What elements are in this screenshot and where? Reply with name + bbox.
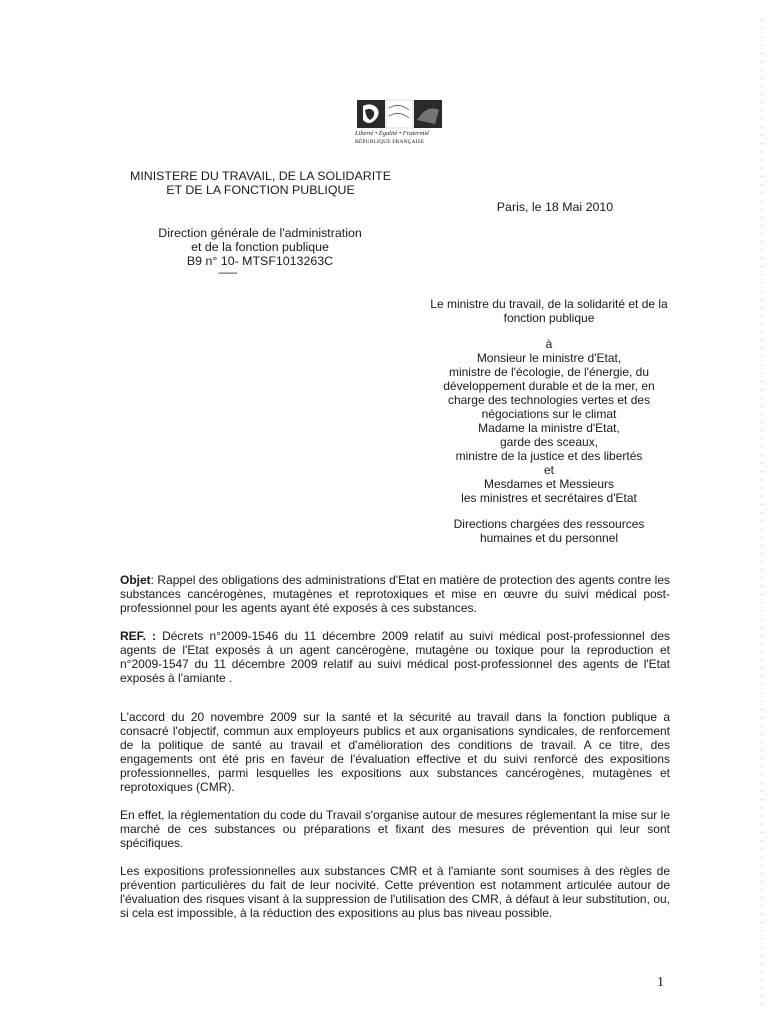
recipient-line: Monsieur le ministre d'Etat, xyxy=(476,351,622,365)
recipient-line: négociations sur le climat xyxy=(481,407,617,421)
recipient-line: et xyxy=(543,463,554,477)
direction-block xyxy=(140,226,380,268)
ministry-line-2: ET DE LA FONCTION PUBLIQUE xyxy=(166,183,355,197)
ref-label: REF. : xyxy=(120,629,157,643)
paragraph-text: L'accord du 20 novembre 2009 sur la santé et la sécurité au travail dans la fonction publique a consacré l'objectif, commun aux employeurs publics et aux organisations syndicales, de renforcement de la politique de santé au travail et d'amélioration des conditions de travail. A ce titre, des engagements ont été pris en faveur de l'évaluation effective et du suivi renforcé des expositions professionnelles, parmi lesquelles les expositions aux substances cancérogènes, mutagènes et reprotoxiques (CMR). xyxy=(120,710,670,794)
paragraph-text: Les expositions professionnelles aux substances CMR et à l'amiante sont soumises à des règles de prévention particulières du fait de leur nocivité. Cette prévention est notamment articulée autour de l'évaluation des risques visant à la suppression de l'utilisation des CMR, à défaut à leur substitution, ou, si cela est impossible, à la réduction des expositions au plus bas niveau possible. xyxy=(120,864,670,920)
ref-text: Décrets n°2009-1546 du 11 décembre 2009 relatif au suivi médical post-professionnel des agents de l'Etat exposés à un agent cancérogène, mutagène ou toxique pour la reproduction et n°2009-1547 du 11 décembre 2009 relatif au suivi médical post-professionnel des agents de l'Etat exposés à l'amiante . xyxy=(120,629,670,685)
direction-line-2: et de la fonction publique xyxy=(191,240,329,254)
ref-paragraph xyxy=(120,629,670,685)
directions-line: Directions chargées des ressources xyxy=(453,517,645,531)
sender-line: fonction publique xyxy=(503,311,595,325)
motto-text: Liberté • Égalité • Fraternité xyxy=(355,130,430,137)
sender-line: Le ministre du travail, de la solidarité et de la xyxy=(430,297,668,311)
objet-label: Objet xyxy=(120,573,151,587)
body-paragraph-1 xyxy=(120,710,670,794)
recipient-line: Mesdames et Messieurs xyxy=(483,477,615,491)
reference-number: B9 n° 10- MTSF1013263C xyxy=(186,254,334,268)
marianne-emblem-icon xyxy=(355,98,445,130)
recipient-line: Madame la ministre d'Etat, xyxy=(478,421,620,435)
recipient-line: garde des sceaux, xyxy=(499,435,599,449)
ministry-header xyxy=(118,169,403,197)
objet-text: : Rappel des obligations des administrations d'Etat en matière de protection des agents contre les substances cancérogènes, mutagènes et reprotoxiques et mise en œuvre du suivi médical post-professionnel pour les agents ayant été exposés à ces substances. xyxy=(120,573,670,615)
recipient-line: charge des technologies vertes et des xyxy=(447,393,651,407)
letter-date: Paris, le 18 Mai 2010 xyxy=(496,200,614,214)
addressee-block xyxy=(418,297,680,545)
objet-paragraph xyxy=(120,573,670,615)
page-number: 1 xyxy=(657,975,664,990)
margin-scan-marks xyxy=(759,20,765,1010)
directions-line: humaines et du personnel xyxy=(479,531,619,545)
recipient-line: ministre de l'écologie, de l'énergie, du xyxy=(448,365,650,379)
paragraph-text: En effet, la réglementation du code du Travail s'organise autour de mesures réglementant la mise sur le marché de ces substances ou préparations et fixant des mesures de prévention qui leur sont spécifiques. xyxy=(120,808,670,850)
separator-dashes: -------- xyxy=(218,268,237,279)
republic-logo xyxy=(355,98,447,150)
body-paragraph-2 xyxy=(120,808,670,850)
body-paragraph-3 xyxy=(120,864,670,920)
republic-text: RÉPUBLIQUE FRANÇAISE xyxy=(355,139,425,145)
ministry-line-1: MINISTERE DU TRAVAIL, DE LA SOLIDARITE xyxy=(130,169,391,183)
recipient-line: développement durable et de la mer, en xyxy=(443,379,655,393)
to-word: à xyxy=(545,337,553,351)
recipient-line: les ministres et secrétaires d'Etat xyxy=(461,491,637,505)
recipient-line: ministre de la justice et des libertés xyxy=(455,449,643,463)
direction-line-1: Direction générale de l'administration xyxy=(158,226,362,240)
